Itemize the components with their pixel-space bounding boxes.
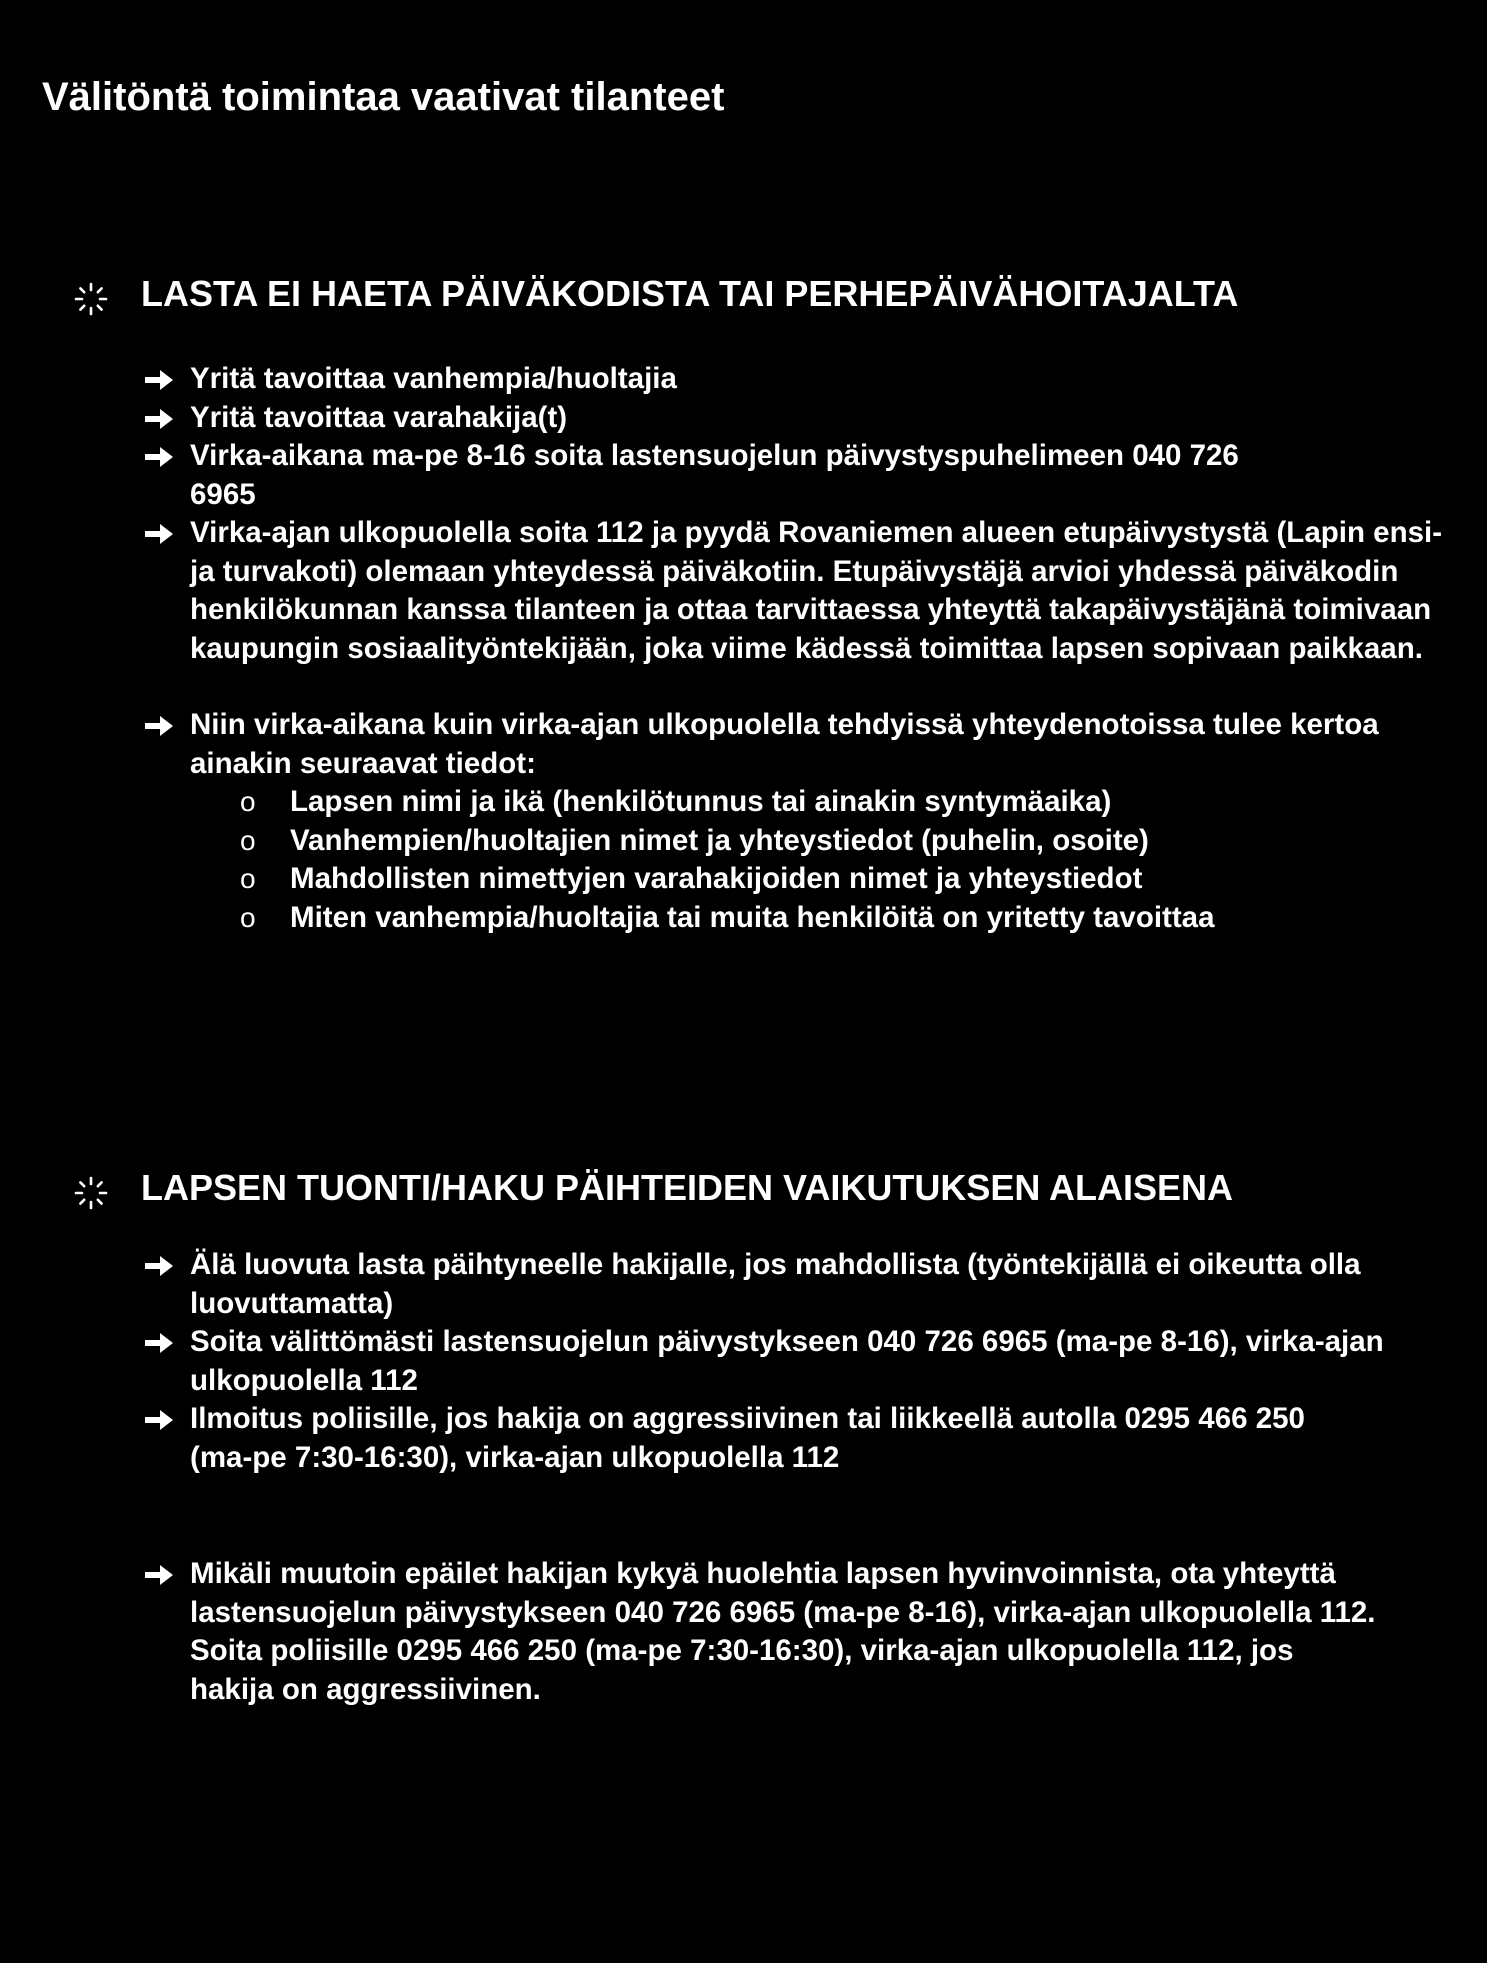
arrow-right-icon — [143, 1254, 175, 1278]
sub-list-item — [190, 860, 1467, 899]
list-item-text: Yritä tavoittaa vanhempia/huoltajia — [190, 362, 677, 395]
circle-bullet-icon: o — [240, 824, 256, 856]
arrow-right-icon — [143, 714, 175, 738]
arrow-right-icon — [143, 1563, 175, 1587]
sub-list-item-text: Lapsen nimi ja ikä (henkilötunnus tai ainakin syntymäaika) — [290, 785, 1112, 818]
list-item — [0, 1246, 1487, 1323]
circle-bullet-icon: o — [240, 786, 256, 817]
section-heading: LAPSEN TUONTI/HAKU PÄIHTEIDEN VAIKUTUKSEN ALAISENA — [141, 1167, 1234, 1208]
list-item — [0, 360, 1487, 399]
sub-list-item-text: Mahdollisten nimettyjen varahakijoiden nimet ja yhteystiedot — [290, 862, 1143, 895]
list-item-text: Mikäli muutoin epäilet hakijan kykyä huolehtia lapsen hyvinvoinnista, ota yhteyttä lastensuojelun päivystykseen 040 726 6965 (ma-pe 8-16), virka-ajan ulkopuolella 112. Soita poliisille 0295 466 250 (ma-pe 7:30-16:30), virka-ajan ulkopuolella 112, jos hakija on aggressiivinen. — [190, 1557, 1376, 1706]
list-item-info — [0, 706, 1487, 937]
arrow-right-icon — [143, 522, 175, 546]
page-title: Välitöntä toimintaa vaativat tilanteet — [42, 75, 725, 119]
list-item — [0, 1400, 1487, 1477]
arrow-right-icon — [143, 1331, 175, 1355]
action-list — [0, 360, 1487, 937]
list-item-text: Virka-aikana ma-pe 8-16 soita lastensuojelun päivystyspuhelimeen 040 726 6965 — [190, 439, 1239, 511]
sub-list-item — [190, 822, 1467, 861]
section-heading: LASTA EI HAETA PÄIVÄKODISTA TAI PERHEPÄIVÄHOITAJALTA — [141, 273, 1239, 314]
arrow-right-icon — [143, 1408, 175, 1432]
sub-list-item-text: Miten vanhempia/huoltajia tai muita henkilöitä on yritetty tavoittaa — [290, 900, 1215, 934]
sunburst-icon — [74, 1176, 108, 1210]
list-item-text: Soita välittömästi lastensuojelun päivystykseen 040 726 6965 (ma-pe 8-16), virka-ajan ulkopuolella 112 — [190, 1325, 1384, 1397]
list-item-text: Virka-ajan ulkopuolella soita 112 ja pyydä Rovaniemen alueen etupäivystystä (Lapin ensi- ja turvakoti) olemaan yhteydessä päiväkotiin. Etupäivystäjä arvioi yhdessä päiväkodin henkilökunnan kanssa tilanteen ja ottaa tarvittaessa yhteyttä takapäivystäjänä toimivaan kaupungin sosiaalityöntekijään, joka viime kädessä toimittaa lapsen sopivaan paikkaan. — [190, 516, 1443, 665]
sub-list-item — [190, 783, 1467, 822]
list-item-text: Ilmoitus poliisille, jos hakija on aggressiivinen tai liikkeellä autolla 0295 466 250 (ma-pe 7:30-16:30), virka-ajan ulkopuolella 112 — [190, 1402, 1305, 1474]
sub-list-item — [190, 899, 1467, 938]
list-item-final — [0, 1555, 1487, 1709]
list-item-text: Älä luovuta lasta päihtyneelle hakijalle, jos mahdollista (työntekijällä ei oikeutta olla luovuttamatta) — [190, 1248, 1361, 1320]
list-item — [0, 399, 1487, 438]
circle-bullet-icon: o — [240, 863, 256, 894]
list-item-text: Niin virka-aikana kuin virka-ajan ulkopuolella tehdyissä yhteydenotoissa tulee kertoa ainakin seuraavat tiedot: — [190, 708, 1379, 780]
list-item-text: Yritä tavoittaa varahakija(t) — [190, 400, 568, 434]
required-info-list — [190, 783, 1467, 937]
arrow-right-icon — [143, 445, 175, 469]
circle-bullet-icon: o — [240, 901, 256, 933]
sunburst-icon — [74, 282, 108, 316]
list-item — [0, 514, 1487, 668]
arrow-right-icon — [143, 368, 175, 392]
arrow-right-icon — [143, 407, 175, 431]
list-item — [0, 437, 1487, 514]
list-item — [0, 1323, 1487, 1400]
action-list — [0, 1246, 1487, 1709]
sub-list-item-text: Vanhempien/huoltajien nimet ja yhteystiedot (puhelin, osoite) — [290, 823, 1149, 857]
